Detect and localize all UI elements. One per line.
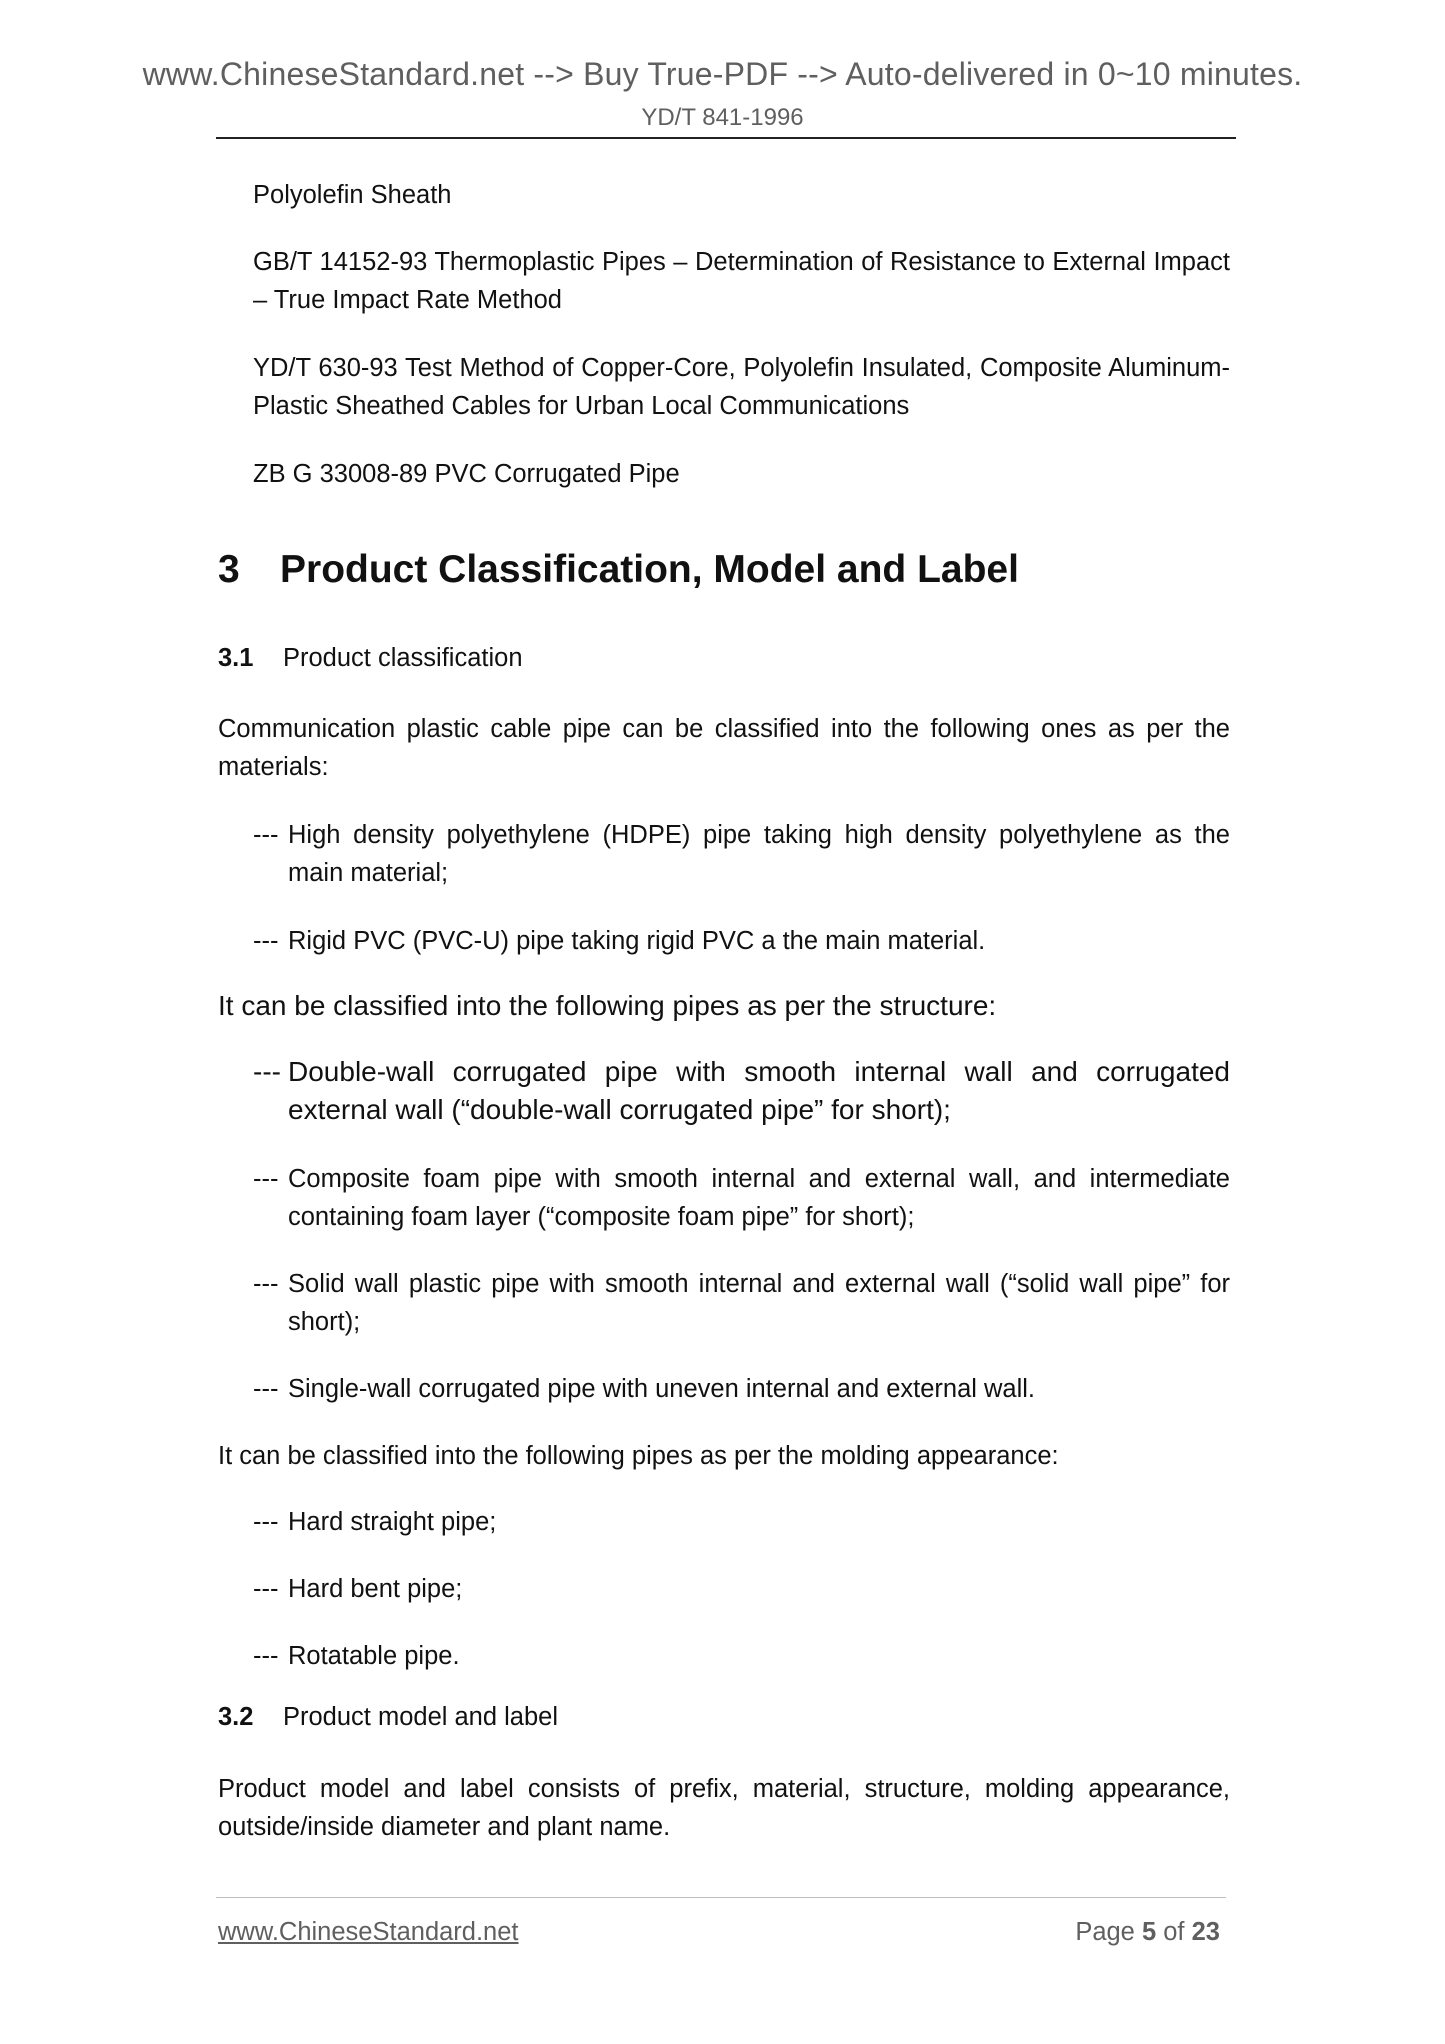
section-number: 3 [218,548,240,591]
page-current: 5 [1141,1918,1157,1946]
list-item [253,1503,1230,1541]
subsection-heading [218,1703,558,1732]
list-item-text: High density polyethylene (HDPE) pipe taking high density polyethylene as the main material; [288,821,1230,887]
list-item-text: Single-wall corrugated pipe with uneven internal and external wall. [288,1375,1036,1403]
list-item [253,1570,1230,1608]
list-item-text: Hard straight pipe; [288,1508,497,1536]
list-dash: --- [253,927,279,955]
list-item-text: Solid wall plastic pipe with smooth internal and external wall (“solid wall pipe” for short); [288,1270,1230,1336]
header-divider [216,137,1236,139]
list-dash: --- [253,1508,279,1536]
paragraph: It can be classified into the following pipes as per the molding appearance: [218,1442,1059,1470]
document-code: YD/T 841-1996 [641,104,804,131]
page-number [1075,1918,1220,1947]
list-dash: --- [253,1575,279,1603]
list-dash: --- [253,1056,281,1087]
list-item-text: Hard bent pipe; [288,1575,463,1603]
list-item-text: Rotatable pipe. [288,1642,460,1670]
footer-website-link[interactable]: www.ChineseStandard.net [218,1918,519,1946]
subsection-title: Product classification [283,644,523,672]
list-dash: --- [253,1642,279,1670]
list-item [253,1265,1230,1341]
subsection-title: Product model and label [283,1703,559,1731]
list-item [253,816,1230,892]
page-of-label: of [1163,1918,1185,1946]
list-dash: --- [253,1165,279,1193]
list-item-text: Rigid PVC (PVC-U) pipe taking rigid PVC a the main material. [288,927,986,955]
list-item-text: Composite foam pipe with smooth internal and external wall, and intermediate containing foam layer (“composite foam pipe” for short); [288,1165,1230,1231]
reference-item: ZB G 33008-89 PVC Corrugated Pipe [253,460,680,488]
list-item [253,922,1230,960]
subsection-heading [218,644,523,673]
paragraph: Product model and label consists of prefix, material, structure, molding appearance, outside/inside diameter and plant name. [218,1775,1230,1841]
footer-divider [216,1897,1226,1898]
list-dash: --- [253,1270,279,1298]
paragraph: It can be classified into the following pipes as per the structure: [218,990,997,1021]
list-dash: --- [253,1375,279,1403]
page-label: Page [1075,1918,1135,1946]
header-banner-link[interactable]: www.ChineseStandard.net --> Buy True-PDF --> Auto-delivered in 0~10 minutes. [142,56,1303,92]
reference-item: YD/T 630-93 Test Method of Copper-Core, Polyolefin Insulated, Composite Aluminum-Plastic Sheathed Cables for Urban Local Communications [253,354,1230,420]
page-total: 23 [1191,1918,1220,1946]
list-item [253,1370,1230,1408]
list-dash: --- [253,821,279,849]
subsection-number: 3.2 [218,1703,254,1731]
list-item [253,1160,1230,1236]
section-heading [218,548,1019,592]
section-title: Product Classification, Model and Label [280,548,1019,591]
reference-item: Polyolefin Sheath [253,181,452,209]
reference-item: GB/T 14152-93 Thermoplastic Pipes – Determination of Resistance to External Impact – True Impact Rate Method [253,248,1230,314]
paragraph: Communication plastic cable pipe can be classified into the following ones as per the materials: [218,715,1230,781]
list-item-text: Double-wall corrugated pipe with smooth internal wall and corrugated external wall (“double-wall corrugated pipe” for short); [288,1056,1230,1125]
list-item [253,1053,1230,1129]
subsection-number: 3.1 [218,644,254,672]
list-item [253,1637,1230,1675]
